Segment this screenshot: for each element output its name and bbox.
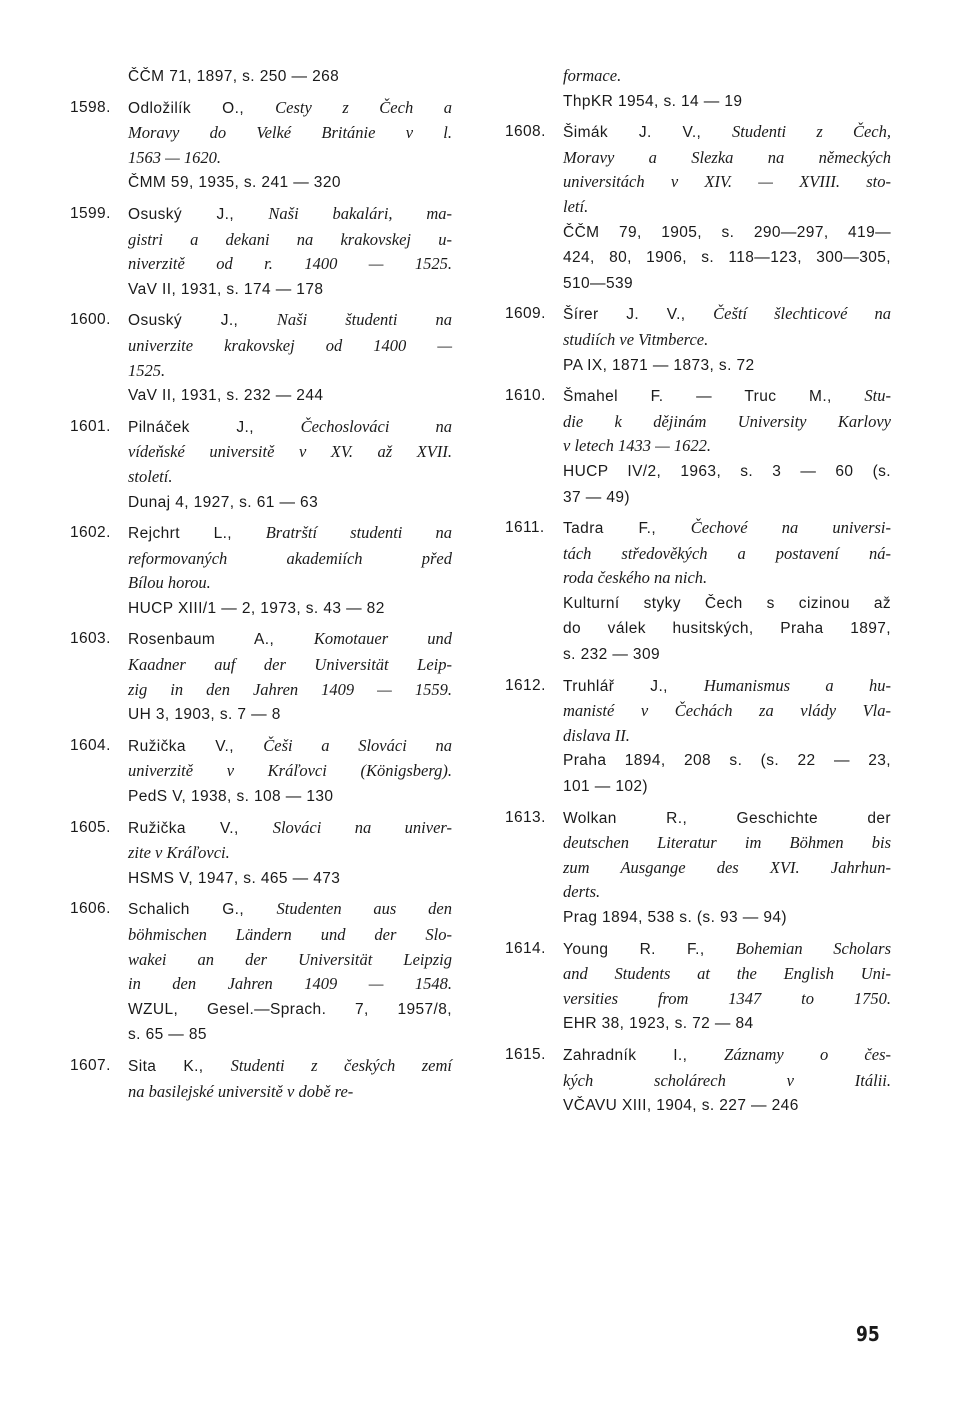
title-text: Moravy a Slezka na německých <box>563 147 891 167</box>
entry-number: 1602. <box>70 524 111 542</box>
bibliography-entry <box>70 1054 452 1104</box>
text-line <box>128 923 452 948</box>
source-text: R., <box>616 809 737 827</box>
author-name: Rejchrt <box>128 525 180 543</box>
title-text: deutschen Literatur im Böhmen bis <box>563 833 891 853</box>
title-text: versities from 1347 to 1750. <box>563 988 891 1008</box>
text-line <box>563 353 891 379</box>
source-text: L., <box>179 525 266 543</box>
entry-number: 1605. <box>70 818 111 836</box>
text-line <box>128 146 452 171</box>
entry-number: 1615. <box>505 1045 546 1063</box>
text-line <box>128 334 452 359</box>
title-text: dislava II. <box>563 725 630 745</box>
author-name: Šimák <box>563 124 609 142</box>
text-line <box>563 485 891 511</box>
entry-number: 1614. <box>505 939 546 957</box>
title-text: Čeští šlechticové na <box>713 304 891 324</box>
entry-number: 1613. <box>505 808 546 826</box>
source-text: J., <box>182 205 269 223</box>
source-text: O., <box>191 99 276 117</box>
text-line <box>563 962 891 987</box>
source-text: UH 3, 1903, s. 7 — 8 <box>128 706 281 724</box>
text-line <box>128 440 452 465</box>
text-line <box>563 220 891 246</box>
text-line <box>128 866 452 892</box>
bibliography-entry <box>70 521 452 621</box>
author-name: Schalich <box>128 901 190 919</box>
text-line <box>563 642 891 668</box>
author-name: Truc <box>744 388 777 406</box>
title-text: 1525. <box>128 360 166 380</box>
text-line <box>128 490 452 516</box>
title-text: Záznamy o čes- <box>724 1044 891 1064</box>
author-name: Ružička <box>128 737 186 755</box>
left-column <box>70 64 452 1110</box>
text-line <box>128 415 452 441</box>
title-text: reformovaných akademiích před <box>128 548 452 568</box>
text-line <box>563 1043 891 1069</box>
text-line <box>563 542 891 567</box>
source-text: HSMS V, 1947, s. 465 — 473 <box>128 869 341 887</box>
title-text: Slováci na univer- <box>272 817 452 837</box>
text-line <box>128 121 452 146</box>
source-text: PA IX, 1871 — 1873, s. 72 <box>563 356 755 374</box>
title-text: zite v Kráľovci. <box>128 843 230 863</box>
title-text: in den Jahren 1409 — 1548. <box>128 974 452 994</box>
title-text: století. <box>128 466 173 486</box>
text-line <box>128 308 452 334</box>
text-line <box>563 434 891 459</box>
text-line <box>563 245 891 271</box>
bibliography-entry <box>70 308 452 408</box>
source-text: J., <box>614 677 704 695</box>
source-text: V., <box>185 819 273 837</box>
source-text: HUCP XIII/1 — 2, 1973, s. 43 — 82 <box>128 599 385 617</box>
text-line <box>563 724 891 749</box>
text-line <box>128 734 452 760</box>
title-text: gistri a dekani na krakovskej u- <box>128 229 452 249</box>
text-line <box>563 195 891 220</box>
source-text: HUCP IV/2, 1963, s. 3 — 60 (s. <box>563 462 891 480</box>
source-text: 37 — 49) <box>563 488 630 506</box>
text-line <box>128 897 452 923</box>
source-text: ČMM 59, 1935, s. 241 — 320 <box>128 174 341 192</box>
text-line <box>128 596 452 622</box>
text-line <box>563 880 891 905</box>
text-line <box>128 96 452 122</box>
text-line <box>128 1054 452 1080</box>
title-text: böhmischen Ländern und der Slo- <box>128 925 452 944</box>
text-line <box>128 383 452 409</box>
text-line <box>128 228 452 253</box>
text-line <box>563 905 891 931</box>
title-text: Studenti z Čech, <box>732 122 891 142</box>
text-line <box>563 302 891 328</box>
text-line <box>563 616 891 642</box>
text-line <box>128 277 452 303</box>
title-text: Studenten aus den <box>276 899 452 919</box>
bibliography-entry <box>70 734 452 810</box>
text-line <box>563 64 891 89</box>
title-text: vídeňské universitě v XV. až XVII. <box>128 442 452 462</box>
text-line <box>563 831 891 856</box>
text-line <box>563 384 891 410</box>
author-name: Truhlář <box>563 677 615 695</box>
title-text: studiích ve Vitmberce. <box>563 329 709 349</box>
entry-number: 1612. <box>505 676 546 694</box>
title-text: Naši študenti na <box>276 310 452 330</box>
source-text: do válek husitských, Praha 1897, <box>563 620 891 638</box>
page-number: 95 <box>856 1322 880 1346</box>
title-text: die k dějinám University Karlovy <box>563 411 891 431</box>
text-line <box>128 64 452 90</box>
author-name: Sita <box>128 1057 157 1075</box>
title-text: tách středověkých a postavení ná- <box>563 543 891 563</box>
title-text: Češi a Slováci na <box>263 735 452 755</box>
title-text: wakei an der Universität Leipzig <box>128 949 452 969</box>
source-text: I., <box>636 1046 725 1064</box>
bibliography-entry <box>505 516 891 668</box>
text-line <box>563 806 891 832</box>
title-text: manisté v Čechách za vlády Vla- <box>563 701 891 721</box>
bibliography-entry <box>70 415 452 515</box>
right-column <box>505 64 891 1125</box>
author-name: Šírer <box>563 306 599 324</box>
bibliography-entry <box>505 120 891 296</box>
source-text: Geschichte der <box>736 809 891 827</box>
source-text: G., <box>189 901 277 919</box>
text-line <box>563 146 891 171</box>
author-name: Osuský <box>128 205 183 223</box>
bibliography-entry <box>70 96 452 196</box>
bibliography-entry <box>505 806 891 931</box>
author-name: Rosenbaum <box>128 631 216 649</box>
entry-number: 1604. <box>70 736 111 754</box>
entry-number: 1611. <box>505 519 545 537</box>
source-text: VaV II, 1931, s. 232 — 244 <box>128 387 324 405</box>
text-line <box>563 774 891 800</box>
title-text: Cesty z Čech a <box>275 97 452 117</box>
title-text: Kaadner auf der Universität Leip- <box>128 655 452 675</box>
text-line <box>128 678 452 703</box>
title-text: roda českého na nich. <box>563 568 708 588</box>
source-text: s. 232 — 309 <box>563 646 660 664</box>
entry-number: 1606. <box>70 900 111 918</box>
bibliography-entry <box>505 937 891 1037</box>
author-name: Zahradník <box>563 1046 637 1064</box>
text-line <box>128 948 452 973</box>
source-text: s. 65 — 85 <box>128 1026 207 1044</box>
entry-number: 1599. <box>70 204 111 222</box>
title-text: Komotauer und <box>313 629 453 649</box>
source-text: F., <box>603 520 691 538</box>
bibliography-entry <box>70 202 452 302</box>
text-line <box>128 521 452 547</box>
entry-number: 1610. <box>505 387 546 405</box>
title-text: niverzitě od r. 1400 — 1525. <box>128 254 452 274</box>
text-line <box>128 359 452 384</box>
text-line <box>128 841 452 866</box>
text-line <box>563 516 891 542</box>
title-text: 1563 — 1620. <box>128 147 222 167</box>
bibliography-entry <box>505 1043 891 1119</box>
text-line <box>563 987 891 1012</box>
source-text: Prag 1894, 538 s. (s. 93 — 94) <box>563 909 787 926</box>
text-line <box>563 1093 891 1119</box>
source-text: ČČM 71, 1897, s. 250 — 268 <box>128 68 340 85</box>
text-line <box>563 591 891 617</box>
author-name: Osuský <box>128 312 183 330</box>
title-text: Bohemian Scholars <box>735 938 891 958</box>
text-line <box>563 937 891 963</box>
title-text: universitách v XIV. — XVIII. sto- <box>563 172 891 192</box>
text-line <box>563 89 891 115</box>
title-text: and Students at the English Uni- <box>563 964 891 984</box>
source-text: Dunaj 4, 1927, s. 61 — 63 <box>128 493 319 511</box>
author-name: Šmahel <box>563 388 618 406</box>
continued-entry <box>70 64 452 90</box>
title-text: v letech 1433 — 1622. <box>563 436 712 456</box>
source-text: J. V., <box>598 306 714 324</box>
author-name: Pilnáček <box>128 418 190 436</box>
text-line <box>128 547 452 572</box>
source-text: R. F., <box>608 940 736 958</box>
text-line <box>128 252 452 277</box>
author-name: Odložilík <box>128 99 192 117</box>
title-text: formace. <box>563 66 622 85</box>
text-line <box>128 997 452 1023</box>
continued-entry <box>505 64 891 114</box>
source-text: 101 — 102) <box>563 778 648 796</box>
source-text: Kulturní styky Čech s cizinou až <box>563 594 891 612</box>
title-text: Moravy do Velké Británie v l. <box>128 123 452 143</box>
text-line <box>128 1080 452 1105</box>
source-text: J., <box>189 418 301 436</box>
title-text: letí. <box>563 196 589 216</box>
text-line <box>128 627 452 653</box>
author-name: Tadra <box>563 520 604 538</box>
title-text: Naši bakalári, ma- <box>268 203 452 223</box>
text-line <box>128 571 452 596</box>
text-line <box>128 816 452 842</box>
bibliography-entry <box>505 384 891 510</box>
source-text: M., <box>776 388 865 406</box>
text-line <box>563 120 891 146</box>
author-name: Wolkan <box>563 809 617 827</box>
title-text: zum Ausgange des XVI. Jahrhun- <box>563 857 891 877</box>
text-line <box>563 1069 891 1094</box>
title-text: univerzitě v Kráľovci (Königsberg). <box>128 761 452 781</box>
title-text: derts. <box>563 882 601 902</box>
bibliography-entry <box>70 627 452 727</box>
title-text: univerzite krakovskej od 1400 — <box>128 335 452 355</box>
source-text: VaV II, 1931, s. 174 — 178 <box>128 280 324 298</box>
text-line <box>563 459 891 485</box>
bibliography-entry <box>505 674 891 800</box>
title-text: Bratrští studenti na <box>265 523 452 543</box>
title-text: na basilejské universitě v době re- <box>128 1081 354 1101</box>
title-text: Humanismus a hu- <box>703 675 891 695</box>
title-text: Čechoslováci na <box>300 416 452 436</box>
text-line <box>128 1022 452 1048</box>
text-line <box>128 972 452 997</box>
entry-number: 1607. <box>70 1056 111 1074</box>
title-text: Studenti z českých zemí <box>230 1055 452 1075</box>
source-text: Praha 1894, 208 s. (s. 22 — 23, <box>563 752 891 770</box>
title-text: kých scholárech v Itálii. <box>563 1070 891 1090</box>
title-text: zig in den Jahren 1409 — 1559. <box>128 679 452 699</box>
entry-number: 1601. <box>70 417 111 435</box>
entry-number: 1609. <box>505 305 546 323</box>
title-text: Bílou horou. <box>128 573 211 593</box>
text-line <box>128 170 452 196</box>
author-name: Young <box>563 940 609 958</box>
entry-number: 1600. <box>70 311 111 329</box>
text-line <box>128 202 452 228</box>
text-line <box>563 328 891 353</box>
bibliography-entry <box>70 897 452 1048</box>
text-line <box>128 465 452 490</box>
source-text: ČČM 79, 1905, s. 290—297, 419— <box>563 223 891 241</box>
text-line <box>128 759 452 784</box>
text-line <box>563 1011 891 1037</box>
title-text: Stu- <box>864 386 891 406</box>
source-text: ThpKR 1954, s. 14 — 19 <box>563 92 743 110</box>
source-text: EHR 38, 1923, s. 72 — 84 <box>563 1015 754 1033</box>
text-line <box>563 748 891 774</box>
source-text: WZUL, Gesel.—Sprach. 7, 1957/8, <box>128 1000 452 1018</box>
text-line <box>563 699 891 724</box>
text-line <box>563 410 891 435</box>
author-name: Ružička <box>128 819 186 837</box>
entry-number: 1603. <box>70 630 111 648</box>
text-line <box>563 271 891 297</box>
entry-number: 1608. <box>505 123 546 141</box>
source-text: 424, 80, 1906, s. 118—123, 300—305, <box>563 249 891 267</box>
text-line <box>128 653 452 678</box>
text-line <box>563 170 891 195</box>
text-line <box>563 674 891 700</box>
source-text: V., <box>185 737 264 755</box>
source-text: VČAVU XIII, 1904, s. 227 — 246 <box>563 1097 799 1115</box>
text-line <box>563 856 891 881</box>
source-text: J. V., <box>608 124 733 142</box>
source-text: J., <box>182 312 277 330</box>
source-text: PedS V, 1938, s. 108 — 130 <box>128 788 334 806</box>
source-text: A., <box>215 631 314 649</box>
source-text: F. — <box>617 388 745 406</box>
text-line <box>563 566 891 591</box>
title-text: Čechové na universi- <box>690 518 891 538</box>
source-text: K., <box>156 1057 231 1075</box>
bibliography-entry <box>505 302 891 378</box>
text-line <box>128 702 452 728</box>
bibliography-entry <box>70 816 452 892</box>
source-text: 510—539 <box>563 274 634 292</box>
text-line <box>128 784 452 810</box>
entry-number: 1598. <box>70 98 111 116</box>
